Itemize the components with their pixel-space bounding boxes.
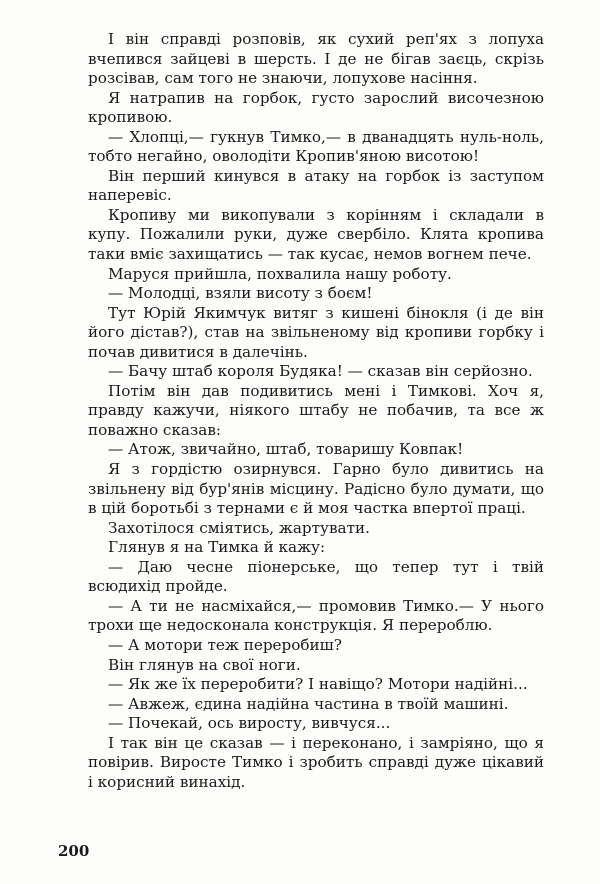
paragraph: — А ти не насміхайся,— промовив Тимко.— У нього трохи ще недосконала конструкція. Я перероблю.	[88, 596, 544, 635]
paragraph: — А мотори теж переробиш?	[108, 635, 342, 654]
paragraph: — Даю чесне піонерське, що тепер тут і твій всюдихід пройде.	[88, 557, 544, 596]
paragraph: Захотілося сміятись, жартувати.	[108, 518, 370, 537]
paragraph: Я з гордістю озирнувся. Гарно було дивитись на звільнену від бур'янів місцину. Радісно було думати, що в цій боротьбі з тернами є й моя частка впертої праці.	[88, 460, 544, 518]
paragraph: Він глянув на свої ноги.	[108, 655, 301, 674]
paragraph: — Молодці, взяли висоту з боєм!	[108, 284, 373, 303]
paragraph: Глянув я на Тимка й кажу:	[108, 538, 326, 557]
paragraph: І він справді розповів, як сухий реп'ях з лопуха вчепився зайцеві в шерсть. І де не бігав заєць, скрізь розсівав, сам того не знаючи, лопухове насіння.	[88, 30, 544, 88]
paragraph: — Хлопці,— гукнув Тимко,— в дванадцять нуль-ноль, тобто негайно, оволодіти Кропив'яною висотою!	[88, 127, 544, 166]
paragraph: — Бачу штаб короля Будяка! — сказав він серйозно.	[108, 362, 533, 381]
paragraph: Він перший кинувся в атаку на горбок із заступом наперевіс.	[88, 166, 544, 205]
paragraph: Маруся прийшла, похвалила нашу роботу.	[108, 264, 452, 283]
paragraph: Кропиву ми викопували з корінням і складали в купу. Пожалили руки, дуже свербіло. Клята кропива таки вміє захищатись — так кусає, немов вогнем пече.	[88, 205, 544, 264]
paragraph: Я натрапив на горбок, густо зарослий височезною кропивою.	[88, 88, 544, 127]
page-number: 200	[58, 842, 90, 860]
paragraph: І так він це сказав — і переконано, і замріяно, що я повірив. Виросте Тимко і зробить справді дуже цікавий і корисний винахід.	[88, 733, 544, 791]
paragraph: Тут Юрій Якимчук витяг з кишені бінокля (і де він його дістав?), став на звільненому від кропиви горбку і почав дивитися в далечінь.	[88, 303, 544, 361]
paragraph: — Як же їх переробити? І навіщо? Мотори надійні...	[108, 675, 528, 694]
paragraph: — Почекай, ось виросту, вивчуся...	[108, 714, 391, 733]
paragraph: Потім він дав подивитись мені і Тимкові. Хоч я, правду кажучи, ніякого штабу не побачив, та все ж поважно сказав:	[88, 381, 544, 439]
body-text	[88, 30, 544, 792]
paragraph: — Атож, звичайно, штаб, товаришу Ковпак!	[108, 440, 464, 459]
paragraph: — Авжеж, єдина надійна частина в твоїй машині.	[108, 694, 509, 713]
